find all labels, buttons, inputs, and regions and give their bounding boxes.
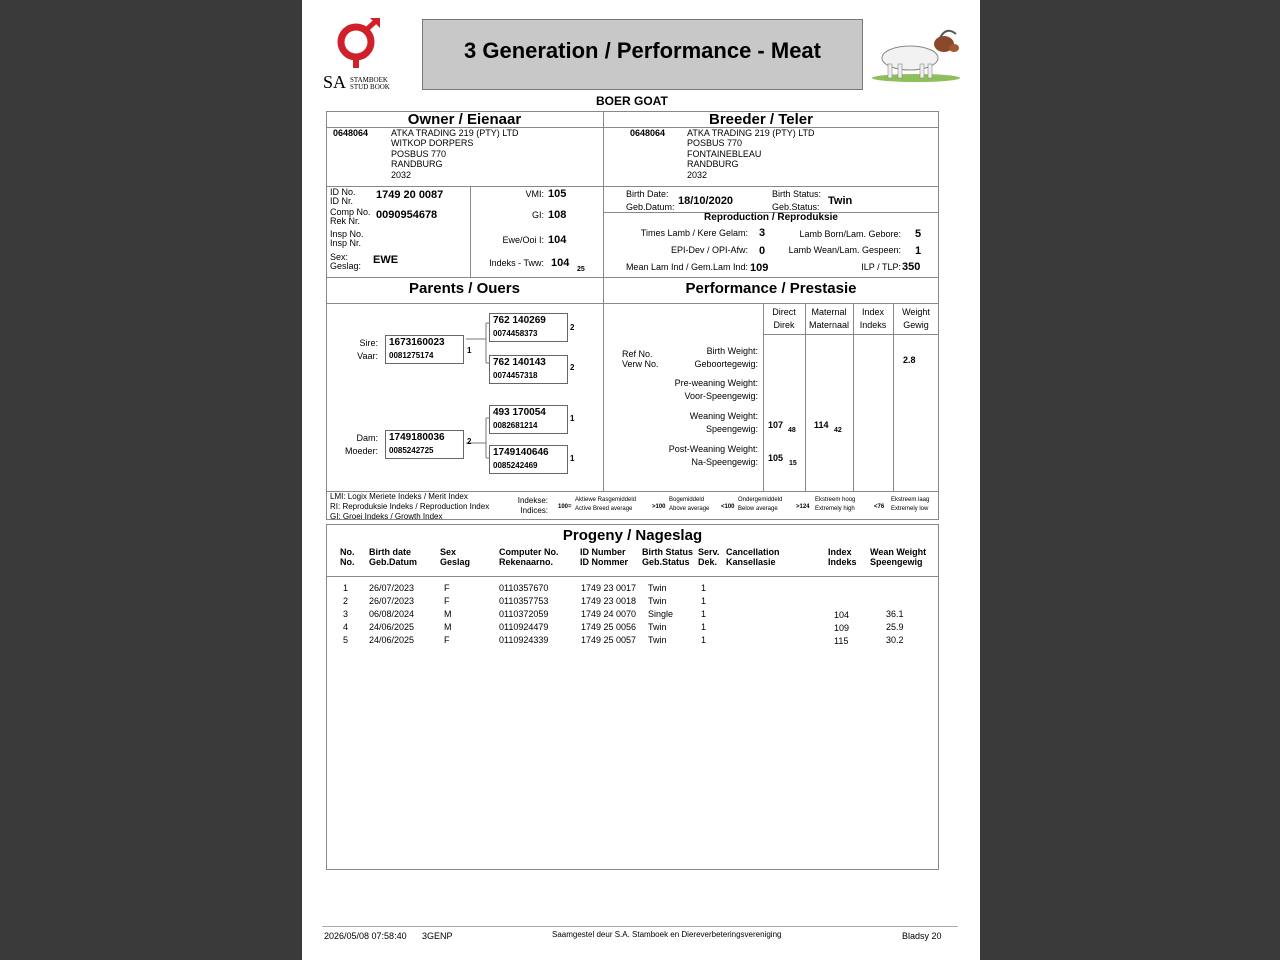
sa-studbook-logo-icon (332, 18, 384, 68)
col-maternal: Maternal (811, 307, 847, 317)
page-title: 3 Generation / Performance - Meat (464, 38, 821, 63)
birth-weight-label: Geboortegewig: (694, 359, 758, 369)
comp-label: Comp No. (330, 207, 371, 217)
mean-lamb-value: 109 (750, 262, 769, 274)
owner-line: ATKA TRADING 219 (PTY) LTD (391, 128, 519, 138)
lamb-born-label: Lamb Born/Lam. Gebore: (799, 229, 901, 239)
row-no: 2 (343, 596, 349, 606)
owner-line: RANDBURG (391, 159, 443, 169)
dam-label: Moeder: (344, 446, 378, 456)
row-serv: 1 (701, 596, 707, 606)
insp-label: Insp Nr. (330, 238, 362, 248)
legend-value: Aktiewe Rasgemiddeld (575, 497, 637, 503)
legend-value: Extremely low (891, 506, 929, 512)
legend-value: Extremely high (815, 506, 855, 512)
row-no: 1 (343, 583, 349, 593)
weaning-weight-label: Weaning Weight: (689, 411, 758, 421)
col-birth-status: Geb.Status (642, 557, 690, 567)
reproduction-heading: Reproduction / Reproduksie (704, 212, 838, 223)
footer-datetime: 2026/05/08 07:58:40 (324, 931, 407, 941)
row-weight: 36.1 (886, 609, 904, 619)
row-comp: 0110924479 (499, 622, 549, 632)
grandparent-box (489, 445, 568, 474)
col-maternal: Maternaal (808, 320, 850, 330)
legend-key: <100 (721, 504, 735, 510)
footer-code: 3GENP (422, 931, 453, 941)
row-index: 109 (834, 623, 850, 633)
birth-status-label: Birth Status: (772, 189, 822, 199)
mean-lamb-label: Mean Lam Ind / Gem.Lam Ind: (625, 262, 748, 272)
post-weaning-label: Post-Weaning Weight: (668, 444, 758, 454)
pre-weaning-label: Pre-weaning Weight: (674, 378, 758, 388)
gi-label: GI: (531, 210, 544, 220)
grandparent-id: 762 140269 (493, 315, 546, 326)
id-number: 1749 20 0087 (376, 189, 444, 201)
row-status: Twin (648, 622, 667, 632)
title-box (422, 19, 863, 90)
col-serv: Dek. (698, 557, 718, 567)
owner-number: 0648064 (333, 128, 369, 138)
grandparent-box (489, 405, 568, 434)
legend-value: Ekstreem hoog (815, 497, 856, 503)
row-serv: 1 (701, 622, 707, 632)
boer-goat-picture (868, 24, 964, 84)
parents-heading: Parents / Ouers (409, 280, 520, 297)
weaning-weight-label: Speengewig: (705, 424, 758, 434)
row-date: 26/07/2023 (369, 583, 415, 593)
insp-label: Insp No. (330, 229, 364, 239)
post-weaning-direct: 105 (768, 453, 784, 463)
col-birth-date: Birth date (369, 547, 412, 557)
grandparent-comp: 0082681214 (493, 421, 538, 430)
row-sex: F (444, 583, 450, 593)
pre-weaning-label: Voor-Speengewig: (684, 391, 758, 401)
row-date: 06/08/2024 (369, 609, 415, 619)
col-direct: Direk (773, 320, 795, 330)
comp-number: 0090954678 (376, 209, 438, 221)
grandparent-id: 493 170054 (493, 407, 546, 418)
row-serv: 1 (701, 635, 707, 645)
col-serv: Serv. (698, 547, 720, 557)
row-id: 1749 24 0070 (581, 609, 637, 619)
sire-label: Sire: (359, 338, 378, 348)
col-id-number: ID Nommer (580, 557, 629, 567)
legend-value: Active Breed average (575, 506, 633, 512)
row-weight: 30.2 (886, 635, 904, 645)
progeny-heading: Progeny / Nageslag (562, 527, 703, 544)
lamb-born-value: 5 (915, 228, 922, 240)
row-no: 4 (343, 622, 349, 632)
birth-date-label: Geb.Datum: (626, 202, 675, 212)
breeder-heading: Breeder / Teler (709, 111, 813, 128)
logo-sa-text: SA (323, 72, 347, 92)
owner-line: 2032 (391, 170, 412, 180)
grandparent-gen: 1 (570, 414, 575, 423)
legend-indekse: Indekse: (517, 496, 548, 505)
row-index: 104 (834, 610, 850, 620)
row-id: 1749 23 0018 (581, 596, 637, 606)
row-date: 24/06/2025 (369, 635, 415, 645)
ref-label: Ref No. (622, 349, 653, 359)
col-index: Index (861, 307, 885, 317)
row-sex: F (444, 596, 450, 606)
legend-gi: GI: Groei Indeks / Growth Index (330, 512, 443, 521)
id-label: ID No. (330, 187, 356, 197)
owner-line: WITKOP DORPERS (391, 138, 474, 148)
epi-value: 0 (759, 245, 766, 257)
dam-comp: 0085242725 (389, 446, 434, 455)
times-lamb-label: Times Lamb / Kere Gelam: (640, 228, 748, 238)
grandparent-gen: 2 (570, 363, 575, 372)
row-comp: 0110357753 (499, 596, 549, 606)
row-comp: 0110357670 (499, 583, 549, 593)
row-status: Twin (648, 596, 667, 606)
weaning-direct-sub: 48 (788, 427, 796, 434)
breeder-line: POSBUS 770 (687, 138, 743, 148)
sire-gen: 1 (467, 346, 472, 355)
logo-studbook-text: STUD BOOK (350, 83, 390, 91)
vmi-value: 105 (548, 188, 567, 200)
row-status: Twin (648, 635, 667, 645)
dam-id: 1749180036 (389, 432, 445, 443)
ref-label: Verw No. (622, 359, 659, 369)
col-computer-no: Rekenaarno. (499, 557, 554, 567)
lamb-wean-value: 1 (915, 245, 922, 257)
legend-value: Bogemiddeld (669, 497, 705, 503)
grandparent-id: 1749140646 (493, 447, 549, 458)
row-comp: 0110924339 (499, 635, 549, 645)
ewe-index-label: Ewe/Ooi I: (502, 235, 544, 245)
document-page (302, 0, 980, 960)
col-wean-weight: Speengewig (870, 557, 923, 567)
col-wean-weight: Wean Weight (870, 547, 927, 557)
col-index: Indeks (859, 320, 887, 330)
grandparent-gen: 2 (570, 323, 575, 332)
tww-sub: 25 (577, 266, 585, 273)
footer-page: Bladsy 20 (902, 931, 942, 941)
row-status: Single (648, 609, 674, 619)
lamb-wean-label: Lamb Wean/Lam. Gespeen: (788, 245, 901, 255)
sex-value: EWE (373, 254, 399, 266)
col-computer-no: Computer No. (499, 547, 559, 557)
weaning-direct: 107 (768, 420, 784, 430)
legend-indices: Indices: (520, 506, 548, 515)
legend-value: Above average (669, 506, 710, 512)
birth-status-label: Geb.Status: (772, 202, 820, 212)
legend-ri: RI: Reproduksie Indeks / Reproduction Index (330, 502, 490, 511)
col-no: No. (340, 557, 355, 567)
owner-line: POSBUS 770 (391, 149, 447, 159)
weaning-maternal-sub: 42 (834, 427, 842, 434)
col-sex: Geslag (440, 557, 471, 567)
grandparent-comp: 0074458373 (493, 329, 538, 338)
birth-date-label: Birth Date: (626, 189, 669, 199)
birth-weight-value: 2.8 (903, 355, 916, 365)
tww-label: Indeks - Tww: (489, 258, 544, 268)
grandparent-box (489, 355, 568, 384)
epi-label: EPI-Dev / OPI-Afw: (670, 245, 748, 255)
grandparent-gen: 1 (570, 454, 575, 463)
sire-label: Vaar: (357, 351, 378, 361)
post-weaning-direct-sub: 15 (789, 460, 797, 467)
row-date: 24/06/2025 (369, 622, 415, 632)
col-birth-date: Geb.Datum (369, 557, 418, 567)
gi-value: 108 (548, 209, 567, 221)
vmi-label: VMI: (525, 189, 544, 199)
birth-weight-label: Birth Weight: (706, 346, 758, 356)
breeder-line: RANDBURG (687, 159, 739, 169)
row-id: 1749 25 0057 (581, 635, 637, 645)
row-sex: M (444, 609, 452, 619)
performance-heading: Performance / Prestasie (685, 280, 857, 297)
legend-key: <76 (874, 504, 885, 510)
birth-date-value: 18/10/2020 (678, 195, 734, 207)
breeder-line: ATKA TRADING 219 (PTY) LTD (687, 128, 815, 138)
legend-value: Ondergemiddeld (738, 497, 783, 503)
col-index: Index (828, 547, 852, 557)
col-no: No. (340, 547, 355, 557)
row-index: 115 (834, 636, 849, 646)
weaning-maternal: 114 (814, 420, 829, 430)
times-lamb-value: 3 (759, 227, 766, 239)
dam-label: Dam: (356, 433, 378, 443)
dam-box (385, 430, 464, 459)
birth-status-value: Twin (828, 195, 853, 207)
row-no: 3 (343, 609, 349, 619)
ilp-value: 350 (902, 261, 921, 273)
legend-key: >124 (796, 504, 810, 510)
ilp-label: ILP / TLP: (861, 262, 901, 272)
breeder-number: 0648064 (630, 128, 666, 138)
legend-value: Ekstreem laag (891, 497, 930, 503)
sire-comp: 0081275174 (389, 351, 434, 360)
row-sex: F (444, 635, 450, 645)
row-id: 1749 23 0017 (581, 583, 637, 593)
post-weaning-label: Na-Speengewig: (691, 457, 758, 467)
footer-compiled: Saamgestel deur S.A. Stamboek en Diereverbeteringsvereniging (552, 930, 782, 939)
row-serv: 1 (701, 583, 707, 593)
id-label: ID Nr. (330, 196, 354, 206)
ewe-index-value: 104 (548, 234, 567, 246)
col-id-number: ID Number (580, 547, 626, 557)
sex-label: Sex: (330, 252, 349, 262)
sex-label: Geslag: (330, 261, 362, 271)
row-no: 5 (343, 635, 349, 645)
legend-key: >100 (652, 504, 666, 510)
grandparent-box (489, 313, 568, 342)
row-status: Twin (648, 583, 667, 593)
col-weight: Weight (902, 307, 930, 317)
sire-id: 1673160023 (389, 337, 445, 348)
legend-lmi: LMI: Logix Meriete Indeks / Merit Index (330, 492, 468, 501)
row-id: 1749 25 0056 (581, 622, 637, 632)
legend-value: Below average (738, 506, 778, 512)
sire-box (385, 335, 464, 364)
breeder-line: FONTAINEBLEAU (687, 149, 762, 159)
row-comp: 0110372059 (499, 609, 549, 619)
grandparent-comp: 0074457318 (493, 371, 538, 380)
col-birth-status: Birth Status (642, 547, 694, 557)
row-date: 26/07/2023 (369, 596, 415, 606)
tww-value: 104 (551, 257, 570, 269)
breeder-line: 2032 (687, 170, 708, 180)
row-serv: 1 (701, 609, 707, 619)
row-weight: 25.9 (886, 622, 904, 632)
row-sex: M (444, 622, 452, 632)
legend-key: 100= (558, 504, 572, 510)
breed-name: BOER GOAT (596, 94, 668, 108)
col-weight: Gewig (903, 320, 929, 330)
logo-stamboek-text: STAMBOEK (350, 76, 388, 84)
dam-gen: 2 (467, 437, 472, 446)
grandparent-comp: 0085242469 (493, 461, 538, 470)
col-index: Indeks (828, 557, 857, 567)
grandparent-id: 762 140143 (493, 357, 546, 368)
comp-label: Rek Nr. (330, 216, 361, 226)
owner-heading: Owner / Eienaar (407, 111, 522, 128)
col-cancellation: Cancellation (726, 547, 780, 557)
col-cancellation: Kansellasie (726, 557, 776, 567)
col-sex: Sex (440, 547, 457, 557)
col-direct: Direct (772, 307, 796, 317)
